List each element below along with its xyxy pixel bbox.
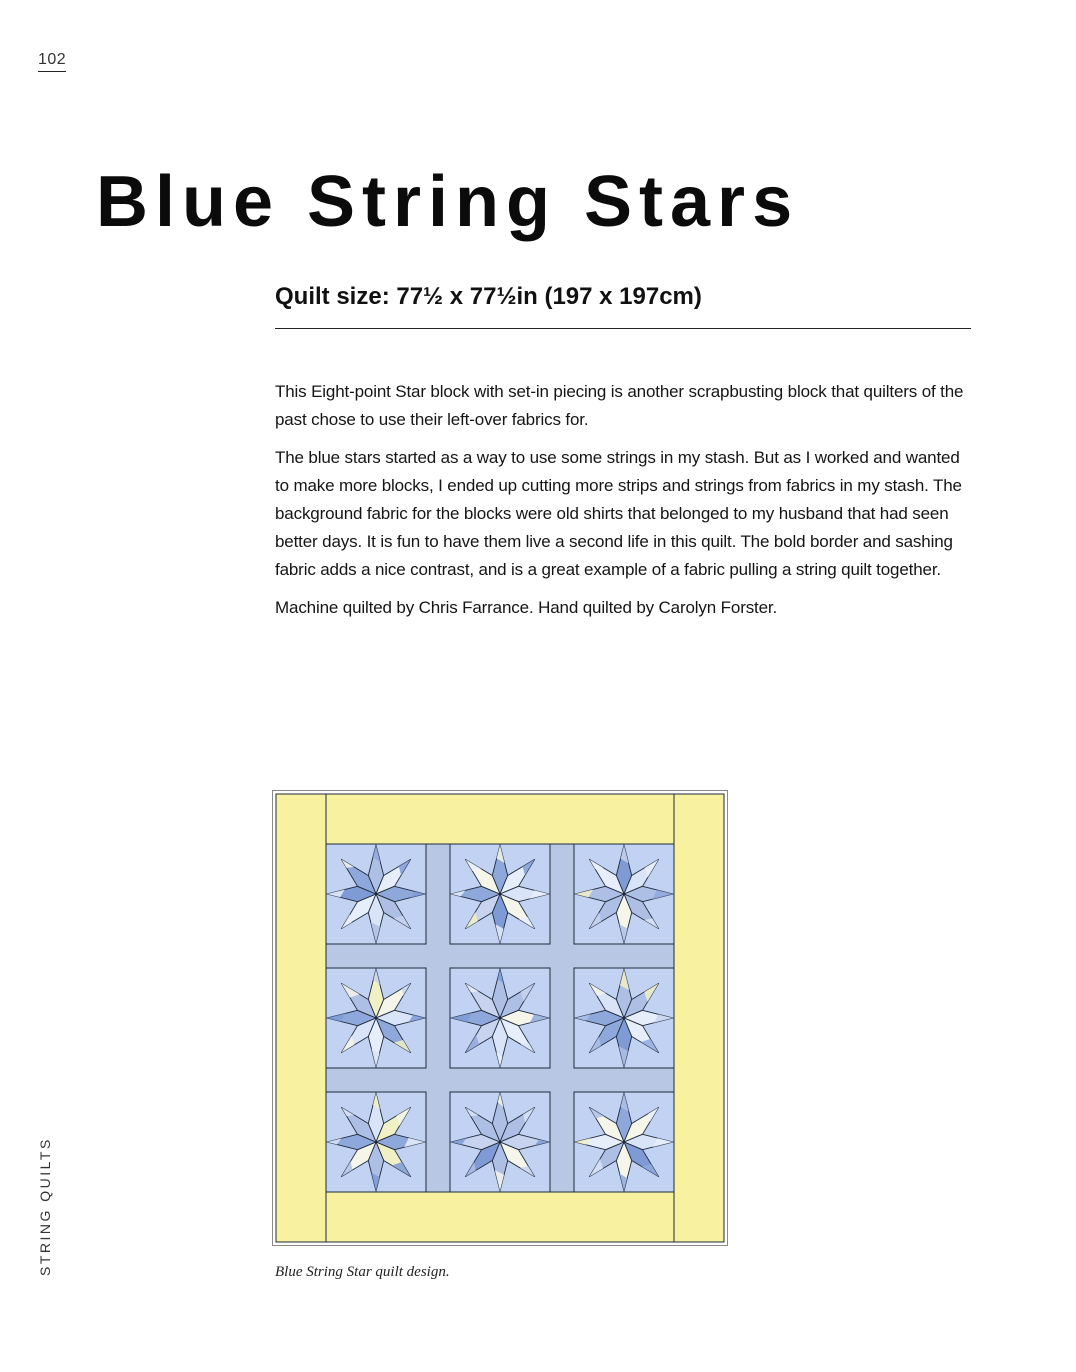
quilt-size-heading: Quilt size: 77½ x 77½in (197 x 197cm) <box>275 280 971 329</box>
body-text <box>275 378 975 632</box>
quilt-diagram <box>272 790 728 1246</box>
page-number: 102 <box>38 50 66 72</box>
page-title: Blue String Stars <box>96 162 800 242</box>
intro-paragraph: This Eight-point Star block with set-in piecing is another scrapbusting block that quilters of the past chose to use their left-over fabrics for. <box>275 382 964 429</box>
story-paragraph: The blue stars started as a way to use some strings in my stash. But as I worked and wanted to make more blocks, I ended up cutting more strips and strings from fabrics in my stash. The background fabric for the blocks were old shirts that belonged to my husband that had seen better days. It is fun to have them live a second life in this quilt. The bold border and sashing fabric adds a nice contrast, and is a great example of a fabric pulling a string quilt together. <box>275 448 962 579</box>
quilt-design-figure <box>272 790 728 1246</box>
figure-caption: Blue String Star quilt design. <box>275 1264 450 1280</box>
section-side-label: STRING QUILTS <box>37 1137 53 1276</box>
credits-paragraph: Machine quilted by Chris Farrance. Hand quilted by Carolyn Forster. <box>275 598 778 617</box>
